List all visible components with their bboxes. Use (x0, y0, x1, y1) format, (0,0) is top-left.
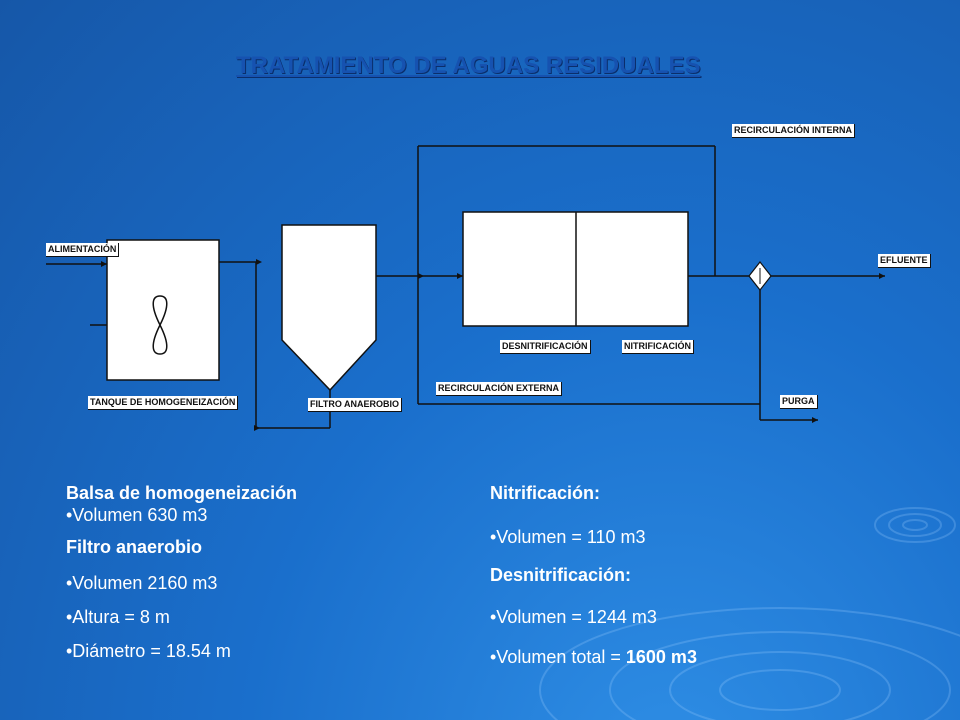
right-info-column (490, 482, 697, 668)
filtro-altura: •Altura = 8 m (66, 607, 170, 627)
label-purga: PURGA (780, 395, 818, 409)
left-info-column (66, 482, 297, 662)
nitrificacion-volumen: •Volumen = 110 m3 (490, 527, 646, 547)
filtro-diametro: •Diámetro = 18.54 m (66, 641, 231, 661)
filtro-heading: Filtro anaerobio (66, 537, 203, 557)
label-recirculacion-externa: RECIRCULACIÓN EXTERNA (436, 382, 562, 396)
label-efluente: EFLUENTE (878, 254, 931, 268)
balsa-heading: Balsa de homogeneización (66, 483, 298, 503)
nitrificacion-heading: Nitrificación: (490, 483, 601, 503)
desnitrificacion-heading: Desnitrificación: (490, 565, 632, 585)
homogenization-tank (107, 240, 219, 380)
label-nitrificacion: NITRIFICACIÓN (622, 340, 694, 354)
label-desnitrificacion: DESNITRIFICACIÓN (500, 340, 591, 354)
volumen-total-value: 1600 m3 (625, 647, 697, 667)
anaerobic-filter (282, 225, 376, 390)
page-title: TRATAMIENTO DE AGUAS RESIDUALES (236, 52, 701, 79)
filtro-volumen: •Volumen 2160 m3 (66, 573, 218, 593)
label-recirculacion-interna: RECIRCULACIÓN INTERNA (732, 124, 855, 138)
volumen-total-label: •Volumen total = (490, 647, 626, 667)
balsa-volumen: •Volumen 630 m3 (66, 505, 208, 525)
label-tanque-homogeneizacion: TANQUE DE HOMOGENEIZACIÓN (88, 396, 238, 410)
volumen-total (490, 646, 697, 668)
label-alimentacion: ALIMENTACIÓN (46, 243, 119, 257)
desnitrificacion-volumen: •Volumen = 1244 m3 (490, 607, 657, 627)
label-filtro-anaerobio: FILTRO ANAEROBIO (308, 398, 402, 412)
